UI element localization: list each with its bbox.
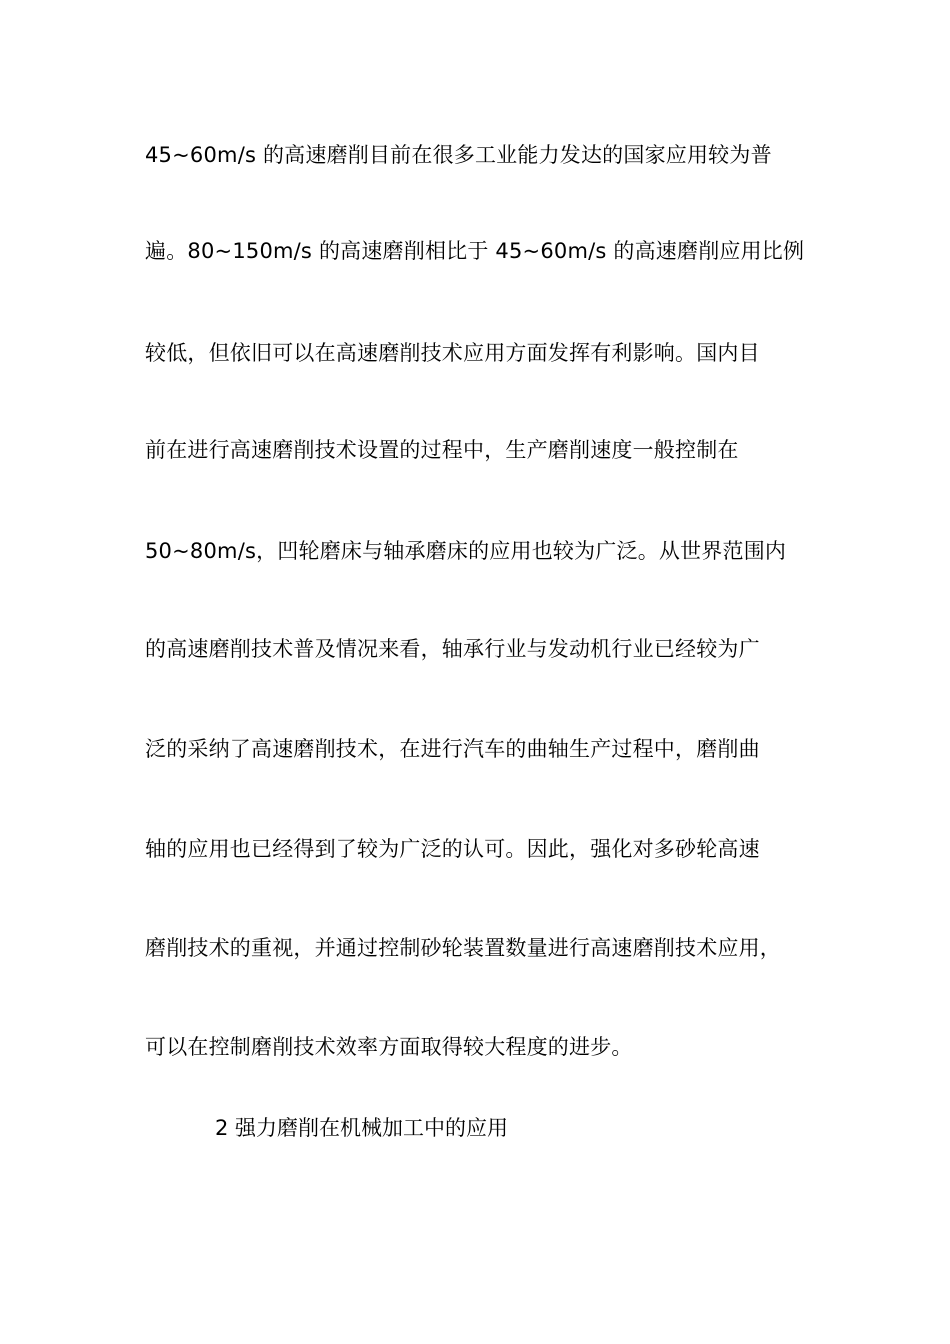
paragraph-line: 45~60m/s 的高速磨削目前在很多工业能力发达的国家应用较为普 (145, 143, 772, 167)
paragraph-line: 较低，但依旧可以在高速磨削技术应用方面发挥有利影响。国内目 (145, 341, 760, 365)
paragraph-line: 泛的采纳了高速磨削技术，在进行汽车的曲轴生产过程中，磨削曲 (145, 737, 760, 761)
paragraph-line: 轴的应用也已经得到了较为广泛的认可。因此，强化对多砂轮高速 (145, 837, 760, 861)
paragraph-line: 的高速磨削技术普及情况来看，轴承行业与发动机行业已经较为广 (145, 637, 760, 661)
paragraph-line: 磨削技术的重视，并通过控制砂轮装置数量进行高速磨削技术应用， (145, 936, 781, 960)
paragraph-line: 50~80m/s，凹轮磨床与轴承磨床的应用也较为广泛。从世界范围内 (145, 539, 787, 563)
section-heading: 2 强力磨削在机械加工中的应用 (215, 1116, 509, 1140)
paragraph-line: 遍。80~150m/s 的高速磨削相比于 45~60m/s 的高速磨削应用比例 (145, 239, 805, 263)
paragraph-line: 可以在控制磨削技术效率方面取得较大程度的进步。 (145, 1035, 633, 1059)
paragraph-line: 前在进行高速磨削技术设置的过程中，生产磨削速度一般控制在 (145, 438, 739, 462)
